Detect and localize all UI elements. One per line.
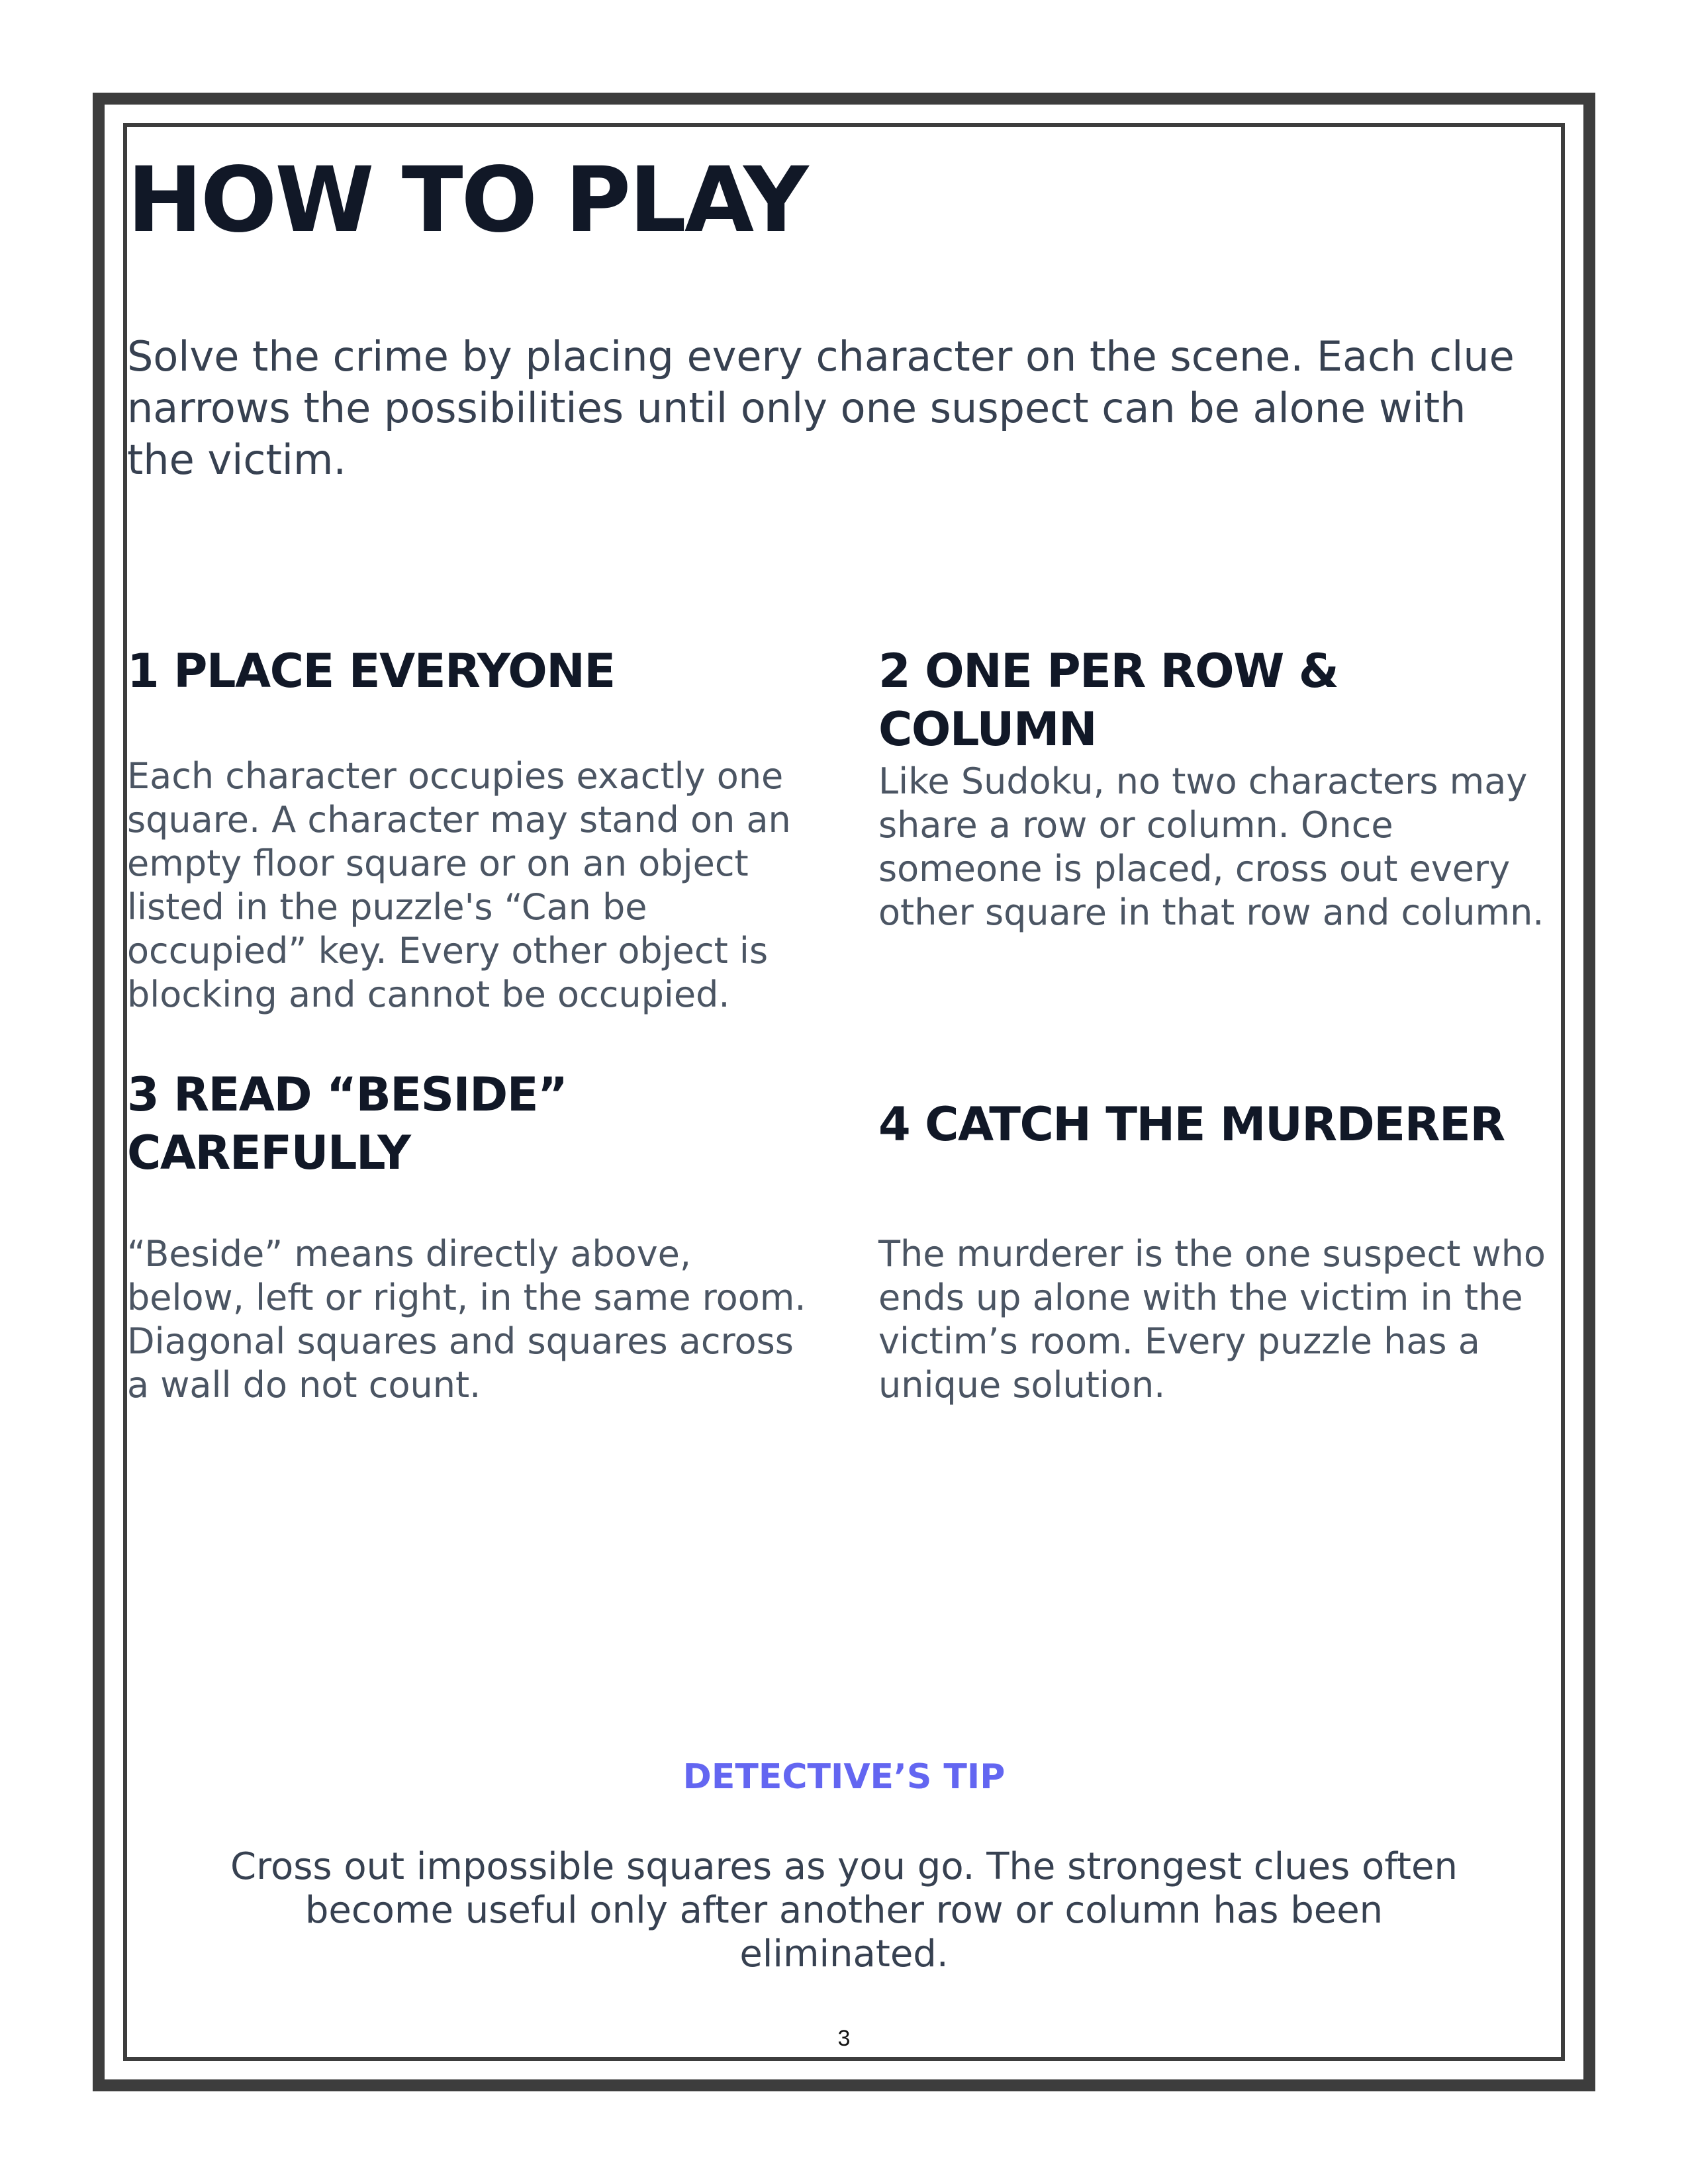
intro-paragraph: Solve the crime by placing every character on the scene. Each clue narrows the possibilities until only one suspect can be alone with the victim. <box>127 332 1515 484</box>
rule-3-heading: 3 READ “BESIDE” CAREFULLY <box>127 1068 567 1180</box>
rule-1-heading: 1 PLACE EVERYONE <box>127 644 615 698</box>
rule-2-body: Like Sudoku, no two characters may share a row or column. Once someone is placed, cross out every other square in that row and column. <box>878 760 1544 933</box>
rule-2-heading: 2 ONE PER ROW & COLUMN <box>878 644 1338 756</box>
rule-4-heading: 4 CATCH THE MURDERER <box>878 1097 1505 1152</box>
rule-4-body: The murderer is the one suspect who ends up alone with the victim in the victim’s room. Every puzzle has a unique solution. <box>878 1233 1546 1406</box>
detective-tip-title: DETECTIVE’S TIP <box>682 1757 1006 1797</box>
rule-3-body: “Beside” means directly above, below, left or right, in the same room. Diagonal squares and squares across a wall do not count. <box>127 1233 806 1406</box>
rule-1-body: Each character occupies exactly one square. A character may stand on an empty floor square or on an object listed in the puzzle's “Can be occupied” key. Every other object is blocking and cannot be occupied. <box>127 755 791 1015</box>
page-number: 3 <box>837 2026 851 2051</box>
page-title: HOW TO PLAY <box>127 148 807 253</box>
detective-tip-body: Cross out impossible squares as you go. The strongest clues often become useful only after another row or column has been eliminated. <box>230 1845 1458 1976</box>
